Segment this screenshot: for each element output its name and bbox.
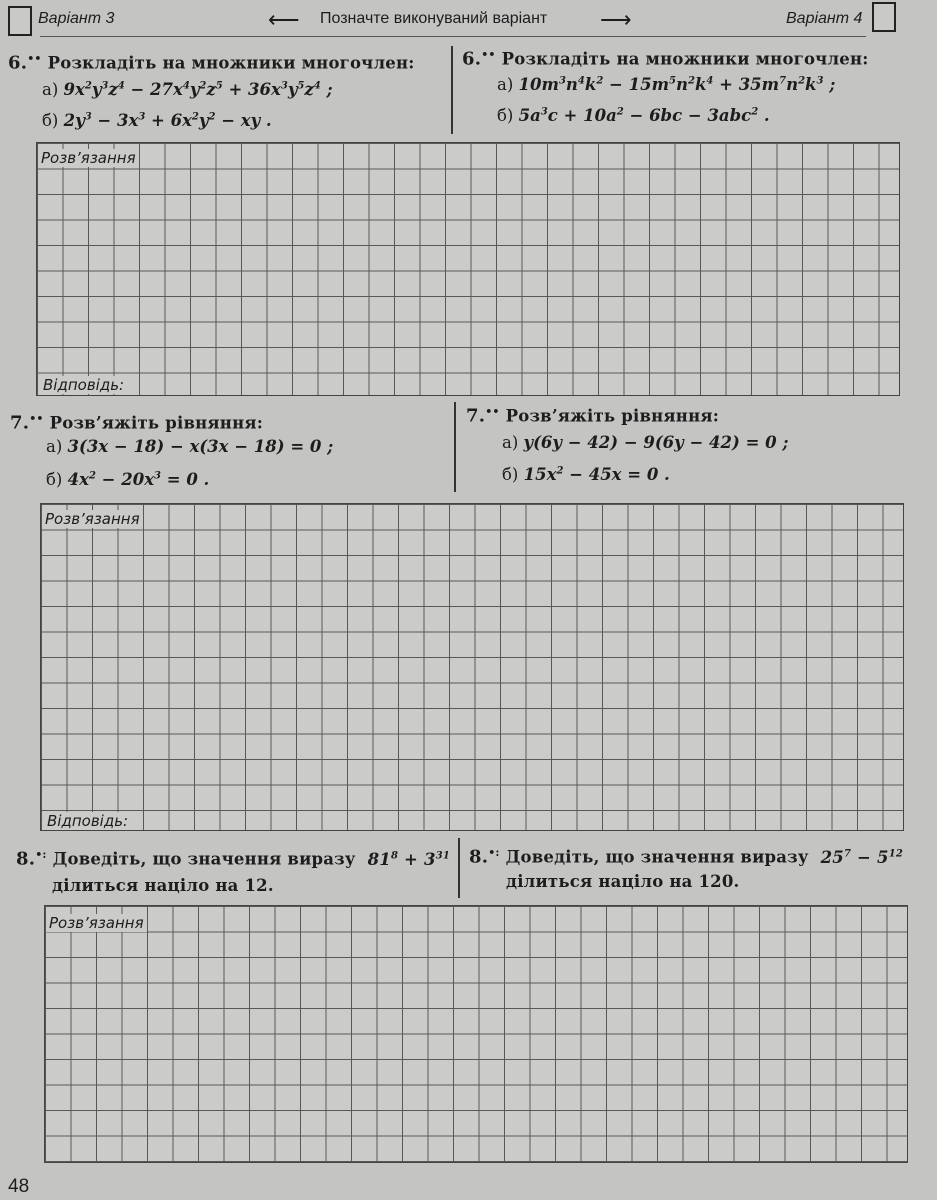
task8-right-line2: ділиться націло на 120. bbox=[506, 872, 740, 891]
item-label: а) bbox=[42, 80, 59, 99]
formula: y(6y − 42) − 9(6y − 42) = 0 ; bbox=[523, 433, 789, 452]
task7-right-b bbox=[502, 465, 670, 484]
task-number: 8. bbox=[16, 848, 36, 870]
difficulty-dots-icon: •• bbox=[481, 48, 496, 61]
task-title-text: Доведіть, що значення виразу bbox=[52, 849, 356, 869]
task6-divider bbox=[451, 46, 453, 134]
task6-left-b bbox=[42, 111, 272, 130]
task7-left-b bbox=[46, 470, 209, 489]
task7-solution-grid[interactable] bbox=[40, 503, 904, 831]
item-label: а) bbox=[502, 433, 519, 452]
task-title-text: Розкладіть на множники многочлен: bbox=[501, 49, 869, 69]
task7-right-title bbox=[466, 405, 719, 427]
task-title-text: Розкладіть на множники многочлен: bbox=[47, 53, 415, 73]
formula: $9x^2y^3z^4 - 27x^4y^2z^5 + 36x^3y^5z^4$ ; bbox=[63, 80, 333, 99]
task6-solution-grid[interactable] bbox=[36, 142, 900, 396]
task6-right-title bbox=[462, 48, 869, 70]
task7-left-title bbox=[10, 412, 263, 434]
item-label: б) bbox=[497, 106, 514, 125]
difficulty-dots-icon: •: bbox=[35, 848, 47, 861]
difficulty-dots-icon: •• bbox=[27, 52, 42, 65]
formula: $2y^3 - 3x^3 + 6x^2y^2$ − xy . bbox=[63, 111, 272, 130]
variant-4-checkbox[interactable] bbox=[872, 2, 896, 32]
task-number: 7. bbox=[466, 405, 486, 427]
task6-left-title bbox=[8, 52, 415, 74]
task8-solution-grid[interactable] bbox=[44, 905, 908, 1163]
task-number: 7. bbox=[10, 412, 30, 434]
task-number: 6. bbox=[462, 48, 482, 70]
variant-4-label: Варіант 4 bbox=[786, 10, 863, 27]
task-title-text: Доведіть, що значення виразу bbox=[505, 847, 809, 867]
task6-right-a bbox=[497, 75, 835, 94]
answer-label: Відповідь: bbox=[44, 812, 131, 830]
variant-3-label: Варіант 3 bbox=[38, 10, 115, 27]
task6-right-b bbox=[497, 106, 770, 125]
item-label: б) bbox=[42, 111, 59, 130]
task-number: 8. bbox=[469, 846, 489, 868]
task8-divider bbox=[458, 838, 460, 898]
formula: 3(3x − 18) − x(3x − 18) = 0 ; bbox=[67, 437, 334, 456]
difficulty-dots-icon: •• bbox=[29, 412, 44, 425]
solution-label: Розв’язання bbox=[42, 510, 143, 528]
header-rule bbox=[40, 36, 866, 37]
task8-left-line2: ділиться націло на 12. bbox=[52, 876, 274, 895]
task7-right-a bbox=[502, 433, 788, 452]
formula: $81^8 + 3^{31}$ bbox=[361, 849, 451, 869]
task8-right-title bbox=[469, 846, 903, 868]
formula: $25^7 - 5^{12}$ bbox=[814, 847, 904, 867]
formula: $4x^2 - 20x^3 = 0$ . bbox=[67, 470, 210, 489]
difficulty-dots-icon: •• bbox=[485, 405, 500, 418]
page-number: 48 bbox=[8, 1176, 30, 1197]
item-label: б) bbox=[46, 470, 63, 489]
item-label: а) bbox=[46, 437, 63, 456]
task7-divider bbox=[454, 402, 456, 492]
answer-label: Відповідь: bbox=[40, 376, 127, 394]
task-title-text: Розв’яжіть рівняння: bbox=[505, 406, 720, 426]
arrow-left-icon: ⟵ bbox=[268, 7, 300, 32]
instruction-text: Позначте виконуваний варіант bbox=[320, 10, 548, 27]
variant-3-checkbox[interactable] bbox=[8, 6, 32, 36]
task-number: 6. bbox=[8, 52, 28, 74]
item-label: б) bbox=[502, 465, 519, 484]
formula: $15x^2 - 45x = 0$ . bbox=[523, 465, 670, 484]
difficulty-dots-icon: •: bbox=[488, 846, 500, 859]
arrow-right-icon: ⟶ bbox=[600, 7, 632, 32]
item-label: а) bbox=[497, 75, 514, 94]
task6-left-a bbox=[42, 80, 333, 99]
task8-left-title bbox=[16, 848, 450, 870]
task-title-text: Розв’яжіть рівняння: bbox=[49, 413, 264, 433]
solution-label: Розв’язання bbox=[38, 149, 139, 167]
formula: $10m^3n^4k^2 - 15m^5n^2k^4 + 35m^7n^2k^3$ ; bbox=[518, 75, 836, 94]
formula: $5a^3c + 10a^2 - 6bc - 3abc^2$ . bbox=[518, 106, 770, 125]
task7-left-a bbox=[46, 437, 333, 456]
solution-label: Розв’язання bbox=[46, 914, 147, 932]
